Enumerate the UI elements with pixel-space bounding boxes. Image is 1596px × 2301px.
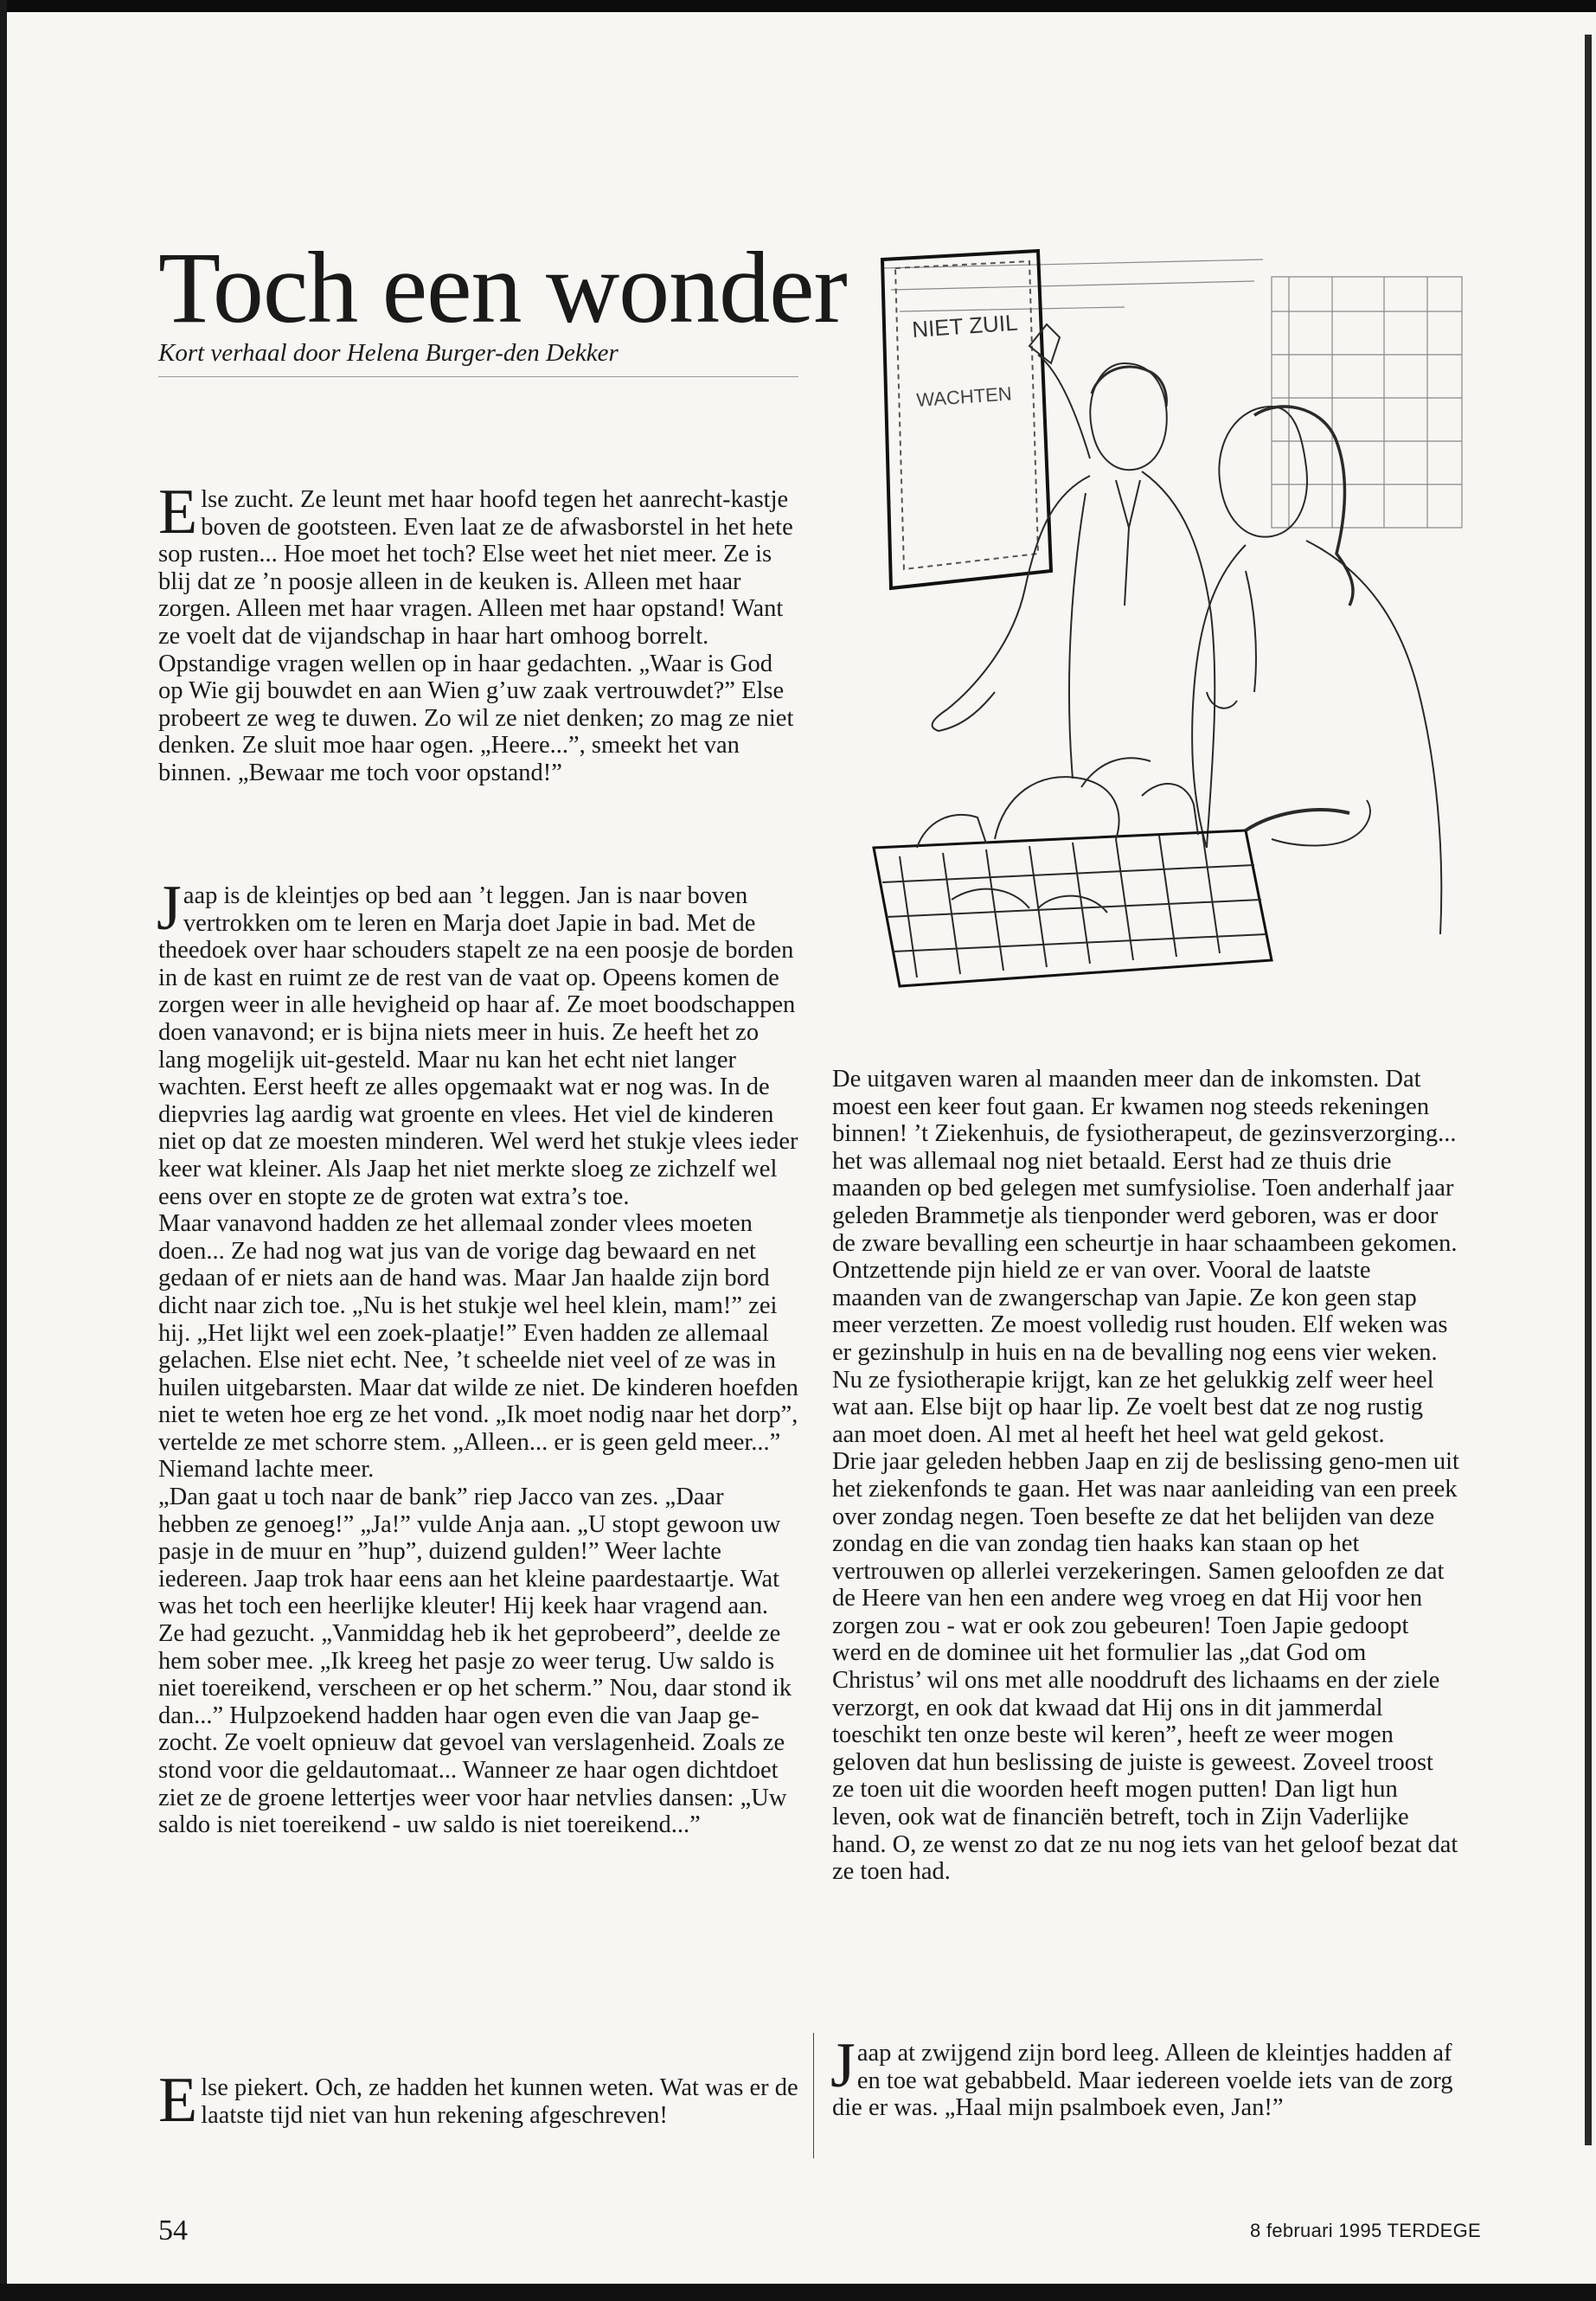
notice-sign-subtext: WACHTEN xyxy=(915,382,1013,411)
drop-cap-j: J xyxy=(157,873,182,944)
page-border-bottom xyxy=(0,2284,1596,2301)
paragraph-4-text: De uitgaven waren al maanden meer dan de inkomsten. Dat moest een keer fout gaan. Er kwamen nog steeds rekeningen binnen! ’t Ziekenhuis, de fysiotherapeut, de gezinsverzorging... het was allemaal nog niet betaald. Eerst had ze thuis drie maanden op bed gelegen met sumfysiolise. Toen anderhalf jaar geleden Brammetje als tienponder werd geboren, was er door de zware bevalling een scheurtje in haar schaambeen gekomen. Ontzettende pijn hield ze er van over. Vooral de laatste maanden van de zwangerschap van Japie. Ze kon geen stap meer verzetten. Ze moest volledig rust houden. Elf weken was er gezinshulp in huis en na de bevalling nog eens vier weken. Nu ze fysiotherapie krijgt, kan ze het gelukkig zelf weer heel wat aan. Else bijt op haar lip. Ze voelt best dat ze nog rustig aan moet doen. Al met al heeft het heel wat geld gekost. xyxy=(832,1066,1458,1448)
page-number: 54 xyxy=(158,2214,188,2247)
paragraph-2c: „Dan gaat u toch naar de bank” riep Jacco van zes. „Daar hebben ze genoeg!” „Ja!” vulde Anja aan. „U stopt gewoon uw pasje in de muur en ”hup”, duizend gulden!” Weer lachte iedereen. Jaap trok haar eens aan het kleine paardestaartje. Wat was het toch een heerlijke kleuter! Hij keek haar vragend aan. Ze had gezucht. „Vanmiddag heb ik het geprobeerd”, deelde ze hem sober mee. „Ik kreeg het pasje zo weer terug. Uw saldo is niet toereikend, verscheen er op het scherm.” Nou, daar stond ik dan...” Hulpzoekend hadden haar ogen even die van Jaap ge-zocht. Ze voelt opnieuw dat gevoel van verslagenheid. Zoals ze stond voor die geldautomaat... Wanneer ze haar ogen dichtdoet ziet ze de groene lettertjes weer voor haar netvlies dansen: „Uw saldo is niet toereikend - uw saldo is niet toereikend...” xyxy=(158,1484,792,1839)
paragraph-5-text: aap at zwijgend zijn bord leeg. Alleen de kleintjes hadden af en toe wat gebabbeld. Maar iedereen voelde iets van de zorg die er was. „Haal mijn psalmboek even, Jan!” xyxy=(832,2040,1453,2122)
story-paragraph-1 xyxy=(158,477,798,787)
story-paragraph-5 xyxy=(830,2030,1459,2122)
byline-rule xyxy=(158,376,798,377)
paragraph-1-text: lse zucht. Ze leunt met haar hoofd tegen het aanrecht-kastje boven de gootsteen. Even laat ze de afwasborstel in het hete sop rusten... Hoe moet het toch? Else weet het niet meer. Ze is blij dat ze ’n poosje alleen in de keuken is. Alleen met haar zorgen. Alleen met haar vragen. Alleen met haar opstand! Want ze voelt dat de vijandschap in haar hart omhoog borrelt. Opstandige vragen wellen op in haar gedachten. „Waar is God op Wie gij bouwdet en aan Wien g’uw zaak vertrouwdet?” Else probeert ze weg te duwen. Zo wil ze niet denken; zo mag ze niet denken. Ze sluit moe haar ogen. „Heere...”, smeekt het van binnen. „Bewaar me toch voor opstand!” xyxy=(158,486,794,786)
page-border-left xyxy=(0,0,7,2301)
drop-cap-e: E xyxy=(158,477,198,548)
paragraph-3-text: lse piekert. Och, ze hadden het kunnen weten. Wat was er de laatste tijd niet van hun rekening afgeschreven! xyxy=(201,2074,798,2129)
article-byline: Kort verhaal door Helena Burger-den Dekker xyxy=(158,339,619,367)
drop-cap-e-2: E xyxy=(158,2065,198,2136)
paragraph-2-text: aap is de kleintjes op bed aan ’t leggen. Jan is naar boven vertrokken om te leren en Marja doet Japie in bad. Met de theedoek over haar schouders stapelt ze na een poosje de borden in de kast en ruimt ze de rest van de vaat op. Opeens komen de zorgen weer in alle hevigheid op haar af. Ze moet boodschappen doen vanavond; er is bijna niets meer in huis. Ze heeft het zo lang mogelijk uit-gesteld. Maar nu kan het echt niet langer wachten. Eerst heeft ze alles opgemaakt wat er nog was. In de diepvries lag aardig wat groente en vlees. Het viel de kinderen niet op dat ze moesten minderen. Wel werd het stukje vlees ieder keer wat kleiner. Als Jaap het niet merkte sloeg ze zichzelf wel eens over en stopte ze de groten wat extra’s toe. xyxy=(158,882,798,1210)
story-paragraph-3 xyxy=(158,2065,798,2136)
drop-cap-j-2: J xyxy=(830,2030,856,2101)
woman-figure xyxy=(1192,407,1441,934)
story-paragraph-2 xyxy=(157,873,798,1839)
shopping-cart xyxy=(874,758,1349,986)
notice-sign-text: NIET ZUIL xyxy=(911,309,1019,343)
paragraph-2b: Maar vanavond hadden ze het allemaal zonder vlees moeten doen... Ze had nog wat jus van de vorige dag bewaard en net gedaan of er niets aan de hand was. Maar Jan haalde zijn bord dicht naar zich toe. „Nu is het stukje wel heel klein, mam!” zei hij. „Het lijkt wel een zoek-plaatje!” Even hadden ze allemaal gelachen. Else niet echt. Nee, ’t scheelde niet veel of ze was in huilen uitgebarsten. Maar dat wilde ze niet. De kinderen hoefden niet te weten hoe erg ze het vond. „Ik moet nodig naar het dorp”, vertelde ze met schorre stem. „Alleen... er is geen geld meer...” Niemand lachte meer. xyxy=(158,1210,798,1484)
story-paragraph-4 xyxy=(832,1066,1459,1886)
notice-board xyxy=(882,251,1051,588)
supermarket-illustration xyxy=(865,242,1488,1047)
column-rule xyxy=(813,2033,814,2158)
page-border-top xyxy=(0,0,1596,12)
paragraph-4b-text: Drie jaar geleden hebben Jaap en zij de beslissing geno-men uit het ziekenfonds te gaan. Het was naar aanleiding van een preek over zondag negen. Toen besefte ze dat het belijden van deze zondag en die van zondag tien haaks kan staan op het vertrouwen op allerlei verzekeringen. Samen geloofden ze dat de Heere van hen een andere weg vroeg en dat Hij voor hen zorgen zou - wat er ook zou gebeuren! Toen Japie gedoopt werd en de dominee uit het formulier las „dat God om Christus’ wil ons met alle nooddruft des lichaams en der ziele verzorgt, en ook dat kwaad dat Hij ons in dit jammerdal toeschikt ten onze beste wil keren”, heeft ze weer mogen geloven dat hun beslissing de juiste is geweest. Zoveel troost ze toen uit die woorden heeft mogen putten! Dan ligt hun leven, ook wat de financiën betreft, toch in Zijn Vaderlijke hand. O, ze wenst zo dat ze nu nog iets van het geloof bezat dat ze toen had. xyxy=(832,1448,1459,1886)
page-border-right xyxy=(1585,35,1592,2145)
issue-footer: 8 februari 1995 TERDEGE xyxy=(1250,2220,1481,2241)
article-title: Toch een wonder xyxy=(158,231,847,345)
